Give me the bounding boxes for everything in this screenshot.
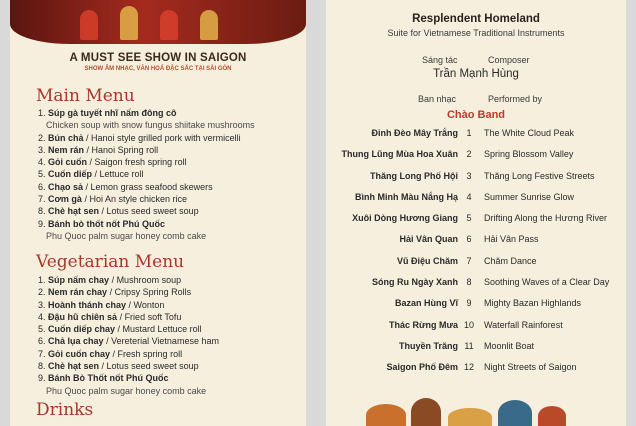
menu-item-number: 8. bbox=[38, 361, 46, 372]
track-name-en: The White Cloud Peak bbox=[484, 128, 575, 138]
track-number: 4 bbox=[466, 191, 472, 202]
track-row bbox=[326, 123, 626, 144]
veg-menu-list bbox=[38, 274, 306, 397]
track-name-vn: Bình Minh Màu Nắng Hạ bbox=[355, 191, 458, 202]
menu-item bbox=[38, 205, 306, 217]
menu-item bbox=[38, 372, 306, 384]
menu-item-name-en: / Lotus seed sweet soup bbox=[99, 361, 199, 372]
menu-item-number: 7. bbox=[38, 348, 46, 359]
menu-item-name-vn: Chè hạt sen bbox=[48, 361, 100, 372]
menu-item-name-vn: Bánh Bò Thốt nốt Phú Quốc bbox=[48, 373, 169, 384]
track-name-vn: Bazan Hùng Vĩ bbox=[394, 298, 458, 309]
menu-item bbox=[38, 274, 306, 286]
menu-item bbox=[38, 299, 306, 311]
menu-item-name-vn: Hoành thánh chay bbox=[48, 299, 127, 310]
menu-item bbox=[38, 156, 306, 168]
track-name-vn: Xuôi Dòng Hương Giang bbox=[352, 213, 458, 224]
program-subtitle: Suite for Vietnamese Traditional Instruments bbox=[387, 28, 565, 38]
menu-item-number: 6. bbox=[38, 181, 46, 192]
menu-item-name-vn: Cơm gà bbox=[48, 194, 82, 205]
menu-item-name-vn: Cuốn diếp bbox=[48, 169, 93, 180]
track-name-en: Summer Sunrise Glow bbox=[484, 191, 575, 202]
track-number: 3 bbox=[466, 170, 472, 181]
menu-item-number: 2. bbox=[38, 132, 46, 143]
menu-item-number: 6. bbox=[38, 336, 46, 347]
menu-item-name-vn: Chả lụa chay bbox=[48, 336, 104, 347]
instruments-illustration bbox=[366, 396, 566, 426]
track-name-en: Thăng Long Festive Streets bbox=[484, 170, 595, 181]
track-name-en: Mighty Bazan Highlands bbox=[484, 298, 582, 309]
composer-name: Trần Mạnh Hùng bbox=[433, 68, 519, 80]
track-name-en: Spring Blossom Valley bbox=[484, 149, 574, 160]
menu-item-number: 5. bbox=[38, 324, 46, 335]
track-row bbox=[326, 229, 626, 250]
menu-item-name-vn: Đậu hũ chiên sả bbox=[48, 311, 118, 322]
track-row bbox=[326, 166, 626, 187]
menu-item-name-vn: Súp gà tuyết nhĩ nấm đông cô bbox=[48, 108, 177, 118]
menu-item-number: 7. bbox=[38, 194, 46, 205]
track-row bbox=[326, 272, 626, 293]
performer-label-en: Performed by bbox=[488, 94, 543, 104]
menu-item-name-en: / Lettuce roll bbox=[92, 169, 144, 180]
menu-item-name-vn: Súp nấm chay bbox=[48, 275, 110, 285]
menu-item-name-en: / Mustard Lettuce roll bbox=[115, 324, 202, 335]
track-number: 8 bbox=[466, 277, 472, 288]
track-number: 6 bbox=[466, 234, 472, 245]
menu-item bbox=[38, 286, 306, 298]
composer-label-vn: Sáng tác bbox=[422, 55, 458, 65]
menu-item-name-en: / Lemon grass seafood skewers bbox=[83, 181, 213, 192]
menu-item-name-en: / Fried soft Tofu bbox=[117, 311, 182, 322]
menu-item-name-en: / Hanoi Spring roll bbox=[84, 144, 159, 155]
track-name-en: Drifting Along the Hương River bbox=[484, 213, 607, 224]
track-name-vn: Vũ Điệu Chăm bbox=[396, 255, 458, 266]
track-number: 5 bbox=[466, 213, 472, 224]
track-name-en: Hải Vân Pass bbox=[484, 234, 539, 245]
menu-item-number: 1. bbox=[38, 275, 46, 285]
track-number: 9 bbox=[466, 298, 472, 309]
menu-item-name-en: / Hoi An style chicken rice bbox=[81, 194, 187, 205]
menu-item bbox=[38, 107, 306, 119]
drinks-title: Drinks bbox=[36, 400, 94, 420]
menu-item-number: 3. bbox=[38, 144, 46, 155]
track-name-en: Soothing Waves of a Clear Day bbox=[484, 277, 610, 288]
track-row bbox=[326, 336, 626, 357]
track-name-en: Chăm Dance bbox=[484, 255, 537, 266]
menu-item-name-vn: Nem rán bbox=[48, 144, 85, 155]
menu-item-name-en: / Fresh spring roll bbox=[110, 348, 183, 359]
menu-item-description: Chicken soup with snow fungus shiitake mushrooms bbox=[46, 120, 255, 131]
menu-item-number: 5. bbox=[38, 169, 46, 180]
track-row bbox=[326, 208, 626, 229]
show-title: A MUST SEE SHOW IN SAIGON bbox=[69, 52, 247, 64]
menu-item-number: 9. bbox=[38, 373, 46, 384]
track-row bbox=[326, 293, 626, 314]
menu-item-name-en: / Saigon fresh spring roll bbox=[87, 157, 187, 168]
menu-item-number: 3. bbox=[38, 299, 46, 310]
menu-item bbox=[38, 218, 306, 230]
show-subtitle: SHOW ÂM NHẠC, VĂN HOÁ ĐẶC SẮC TẠI SÀI GÒN bbox=[84, 66, 232, 72]
track-name-vn: Hải Vân Quan bbox=[399, 234, 458, 245]
menu-item-name-vn: Bánh bò thốt nốt Phú Quốc bbox=[48, 218, 166, 229]
program-panel bbox=[326, 0, 626, 426]
menu-item-number: 4. bbox=[38, 311, 46, 322]
track-row bbox=[326, 144, 626, 165]
menu-item-description: Phu Quoc palm sugar honey comb cake bbox=[46, 230, 207, 241]
menu-item bbox=[38, 168, 306, 180]
track-row bbox=[326, 357, 626, 378]
menu-item bbox=[38, 335, 306, 347]
menu-item-number: 2. bbox=[38, 287, 46, 298]
track-number: 10 bbox=[463, 319, 474, 330]
program-title: Resplendent Homeland bbox=[412, 13, 540, 25]
band-name: Chào Band bbox=[446, 109, 506, 121]
menu-item-name-vn: Cuốn diếp chay bbox=[48, 324, 116, 335]
track-name-en: Moonlit Boat bbox=[484, 340, 535, 351]
menu-item-name-en: / Mushroom soup bbox=[109, 275, 182, 285]
menu-item-number: 8. bbox=[38, 206, 46, 217]
menu-panel bbox=[10, 0, 306, 426]
track-name-vn: Thăng Long Phố Hội bbox=[370, 170, 458, 181]
menu-item bbox=[38, 348, 306, 360]
menu-item-name-vn: Gỏi cuốn chay bbox=[48, 348, 111, 359]
menu-item bbox=[38, 360, 306, 372]
track-name-en: Night Streets of Saigon bbox=[484, 362, 577, 373]
menu-item-number: 1. bbox=[38, 108, 46, 118]
track-list bbox=[326, 123, 626, 379]
menu-item-description: Phu Quoc palm sugar honey comb cake bbox=[46, 385, 207, 396]
composer-label-en: Composer bbox=[488, 55, 530, 65]
menu-item-name-en: / Lotus seed sweet soup bbox=[99, 206, 199, 217]
menu-item-name-vn: Nem rán chay bbox=[48, 287, 108, 298]
track-name-en: Waterfall Rainforest bbox=[484, 319, 563, 330]
track-name-vn: Thác Rừng Mưa bbox=[388, 319, 458, 330]
track-name-vn: Sóng Ru Ngày Xanh bbox=[371, 277, 458, 288]
menu-item bbox=[38, 144, 306, 156]
menu-item-number: 4. bbox=[38, 157, 46, 168]
menu-item bbox=[38, 132, 306, 144]
track-name-vn: Thuyền Trăng bbox=[398, 340, 458, 351]
track-row bbox=[326, 187, 626, 208]
main-menu-title: Main Menu bbox=[36, 86, 135, 106]
menu-item-name-en: / Vereterial Vietnamese ham bbox=[103, 336, 219, 347]
menu-item-name-vn: Gỏi cuốn bbox=[48, 157, 88, 168]
show-banner-image bbox=[10, 0, 306, 44]
main-menu-list bbox=[38, 107, 306, 242]
performer-label-vn: Ban nhạc bbox=[418, 94, 457, 104]
menu-item bbox=[38, 311, 306, 323]
track-row bbox=[326, 251, 626, 272]
menu-item-name-vn: Chè hạt sen bbox=[48, 206, 100, 217]
menu-item-number: 9. bbox=[38, 218, 46, 229]
menu-item-name-en: / Wonton bbox=[126, 299, 165, 310]
menu-item-name-en: / Cripsy Spring Rolls bbox=[107, 287, 192, 298]
track-row bbox=[326, 315, 626, 336]
track-number: 7 bbox=[466, 255, 472, 266]
track-number: 12 bbox=[463, 362, 474, 373]
menu-item bbox=[38, 193, 306, 205]
track-name-vn: Saigon Phố Đêm bbox=[386, 362, 458, 373]
menu-item-name-vn: Chạo sả bbox=[48, 181, 84, 192]
track-name-vn: Thung Lũng Mùa Hoa Xuân bbox=[341, 149, 458, 160]
menu-item bbox=[38, 181, 306, 193]
veg-menu-title: Vegetarian Menu bbox=[36, 252, 185, 272]
menu-item bbox=[38, 323, 306, 335]
track-number: 2 bbox=[466, 149, 472, 160]
track-number: 1 bbox=[466, 128, 472, 138]
menu-item-name-vn: Bún chả bbox=[48, 132, 84, 143]
menu-item-name-en: / Hanoi style grilled pork with vermicelli bbox=[83, 132, 241, 143]
track-number: 11 bbox=[464, 340, 474, 351]
track-name-vn: Đỉnh Đèo Mây Trắng bbox=[371, 128, 458, 138]
